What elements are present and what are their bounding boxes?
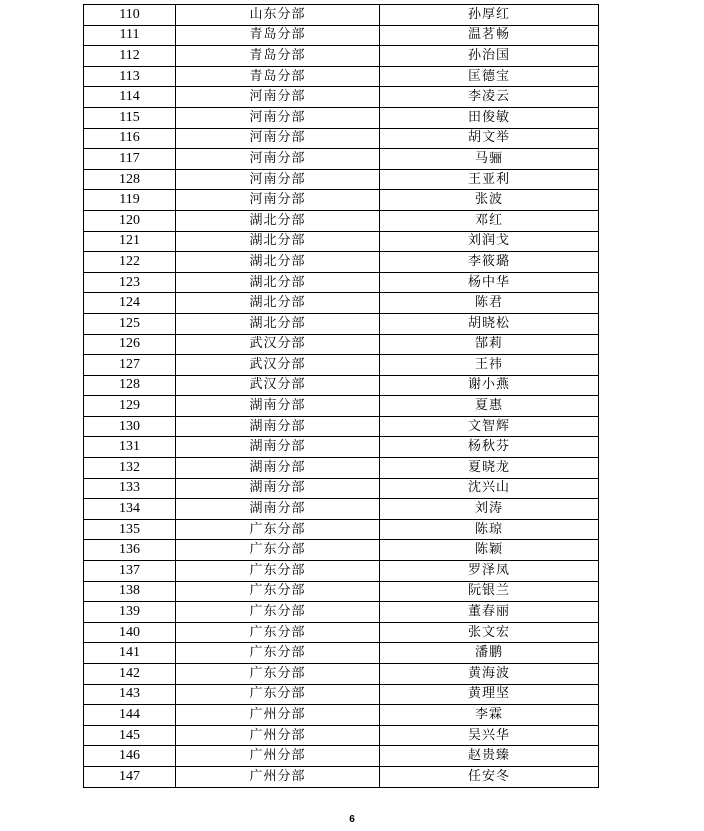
person-name-cell: 李霖	[380, 705, 599, 726]
row-number-cell: 131	[84, 437, 176, 458]
department-cell: 广东分部	[176, 540, 380, 561]
table-row	[84, 458, 599, 479]
table-row	[84, 622, 599, 643]
table-row	[84, 643, 599, 664]
name-list-table-container	[83, 4, 598, 788]
person-name-cell: 陈琼	[380, 519, 599, 540]
table-row	[84, 499, 599, 520]
person-name-cell: 黄海波	[380, 664, 599, 685]
person-name-cell: 罗泽凤	[380, 561, 599, 582]
row-number-cell: 111	[84, 25, 176, 46]
row-number-cell: 123	[84, 272, 176, 293]
person-name-cell: 孙厚红	[380, 5, 599, 26]
row-number-cell: 143	[84, 684, 176, 705]
table-row	[84, 540, 599, 561]
person-name-cell: 任安冬	[380, 766, 599, 787]
table-row	[84, 190, 599, 211]
row-number-cell: 135	[84, 519, 176, 540]
table-body	[84, 5, 599, 788]
table-row	[84, 561, 599, 582]
department-cell: 湖北分部	[176, 313, 380, 334]
person-name-cell: 阮银兰	[380, 581, 599, 602]
person-name-cell: 赵贵臻	[380, 746, 599, 767]
table-row	[84, 25, 599, 46]
person-name-cell: 温茗畅	[380, 25, 599, 46]
department-cell: 河南分部	[176, 87, 380, 108]
table-row	[84, 272, 599, 293]
table-row	[84, 46, 599, 67]
row-number-cell: 114	[84, 87, 176, 108]
table-row	[84, 252, 599, 273]
department-cell: 广州分部	[176, 766, 380, 787]
row-number-cell: 145	[84, 725, 176, 746]
row-number-cell: 128	[84, 169, 176, 190]
row-number-cell: 113	[84, 66, 176, 87]
department-cell: 湖北分部	[176, 231, 380, 252]
person-name-cell: 王祎	[380, 355, 599, 376]
department-cell: 青岛分部	[176, 25, 380, 46]
page-number: 6	[349, 814, 355, 825]
row-number-cell: 110	[84, 5, 176, 26]
table-row	[84, 705, 599, 726]
table-row	[84, 355, 599, 376]
row-number-cell: 125	[84, 313, 176, 334]
row-number-cell: 146	[84, 746, 176, 767]
table-row	[84, 5, 599, 26]
department-cell: 广东分部	[176, 519, 380, 540]
person-name-cell: 郜莉	[380, 334, 599, 355]
row-number-cell: 122	[84, 252, 176, 273]
department-cell: 青岛分部	[176, 66, 380, 87]
department-cell: 河南分部	[176, 169, 380, 190]
row-number-cell: 124	[84, 293, 176, 314]
row-number-cell: 142	[84, 664, 176, 685]
table-row	[84, 87, 599, 108]
department-cell: 武汉分部	[176, 334, 380, 355]
department-cell: 湖北分部	[176, 210, 380, 231]
person-name-cell: 匡德宝	[380, 66, 599, 87]
row-number-cell: 132	[84, 458, 176, 479]
row-number-cell: 116	[84, 128, 176, 149]
person-name-cell: 陈君	[380, 293, 599, 314]
person-name-cell: 邓红	[380, 210, 599, 231]
person-name-cell: 杨中华	[380, 272, 599, 293]
person-name-cell: 胡晓松	[380, 313, 599, 334]
table-row	[84, 66, 599, 87]
table-row	[84, 293, 599, 314]
row-number-cell: 133	[84, 478, 176, 499]
row-number-cell: 119	[84, 190, 176, 211]
department-cell: 广东分部	[176, 664, 380, 685]
row-number-cell: 120	[84, 210, 176, 231]
row-number-cell: 128	[84, 375, 176, 396]
table-row	[84, 107, 599, 128]
person-name-cell: 吴兴华	[380, 725, 599, 746]
department-cell: 河南分部	[176, 107, 380, 128]
department-cell: 山东分部	[176, 5, 380, 26]
table-row	[84, 169, 599, 190]
row-number-cell: 134	[84, 499, 176, 520]
row-number-cell: 137	[84, 561, 176, 582]
person-name-cell: 董春丽	[380, 602, 599, 623]
person-name-cell: 孙治国	[380, 46, 599, 67]
row-number-cell: 138	[84, 581, 176, 602]
table-row	[84, 581, 599, 602]
department-cell: 广东分部	[176, 561, 380, 582]
department-cell: 青岛分部	[176, 46, 380, 67]
department-cell: 河南分部	[176, 190, 380, 211]
person-name-cell: 张文宏	[380, 622, 599, 643]
department-cell: 武汉分部	[176, 355, 380, 376]
table-row	[84, 375, 599, 396]
department-cell: 湖北分部	[176, 272, 380, 293]
row-number-cell: 126	[84, 334, 176, 355]
department-cell: 广州分部	[176, 705, 380, 726]
row-number-cell: 136	[84, 540, 176, 561]
row-number-cell: 127	[84, 355, 176, 376]
person-name-cell: 黄理坚	[380, 684, 599, 705]
row-number-cell: 129	[84, 396, 176, 417]
department-cell: 湖南分部	[176, 396, 380, 417]
department-cell: 湖南分部	[176, 499, 380, 520]
department-cell: 广东分部	[176, 602, 380, 623]
row-number-cell: 130	[84, 416, 176, 437]
table-row	[84, 684, 599, 705]
row-number-cell: 117	[84, 149, 176, 170]
department-cell: 河南分部	[176, 128, 380, 149]
person-name-cell: 李筱璐	[380, 252, 599, 273]
table-row	[84, 231, 599, 252]
table-row	[84, 396, 599, 417]
table-row	[84, 149, 599, 170]
row-number-cell: 141	[84, 643, 176, 664]
table-row	[84, 416, 599, 437]
department-cell: 河南分部	[176, 149, 380, 170]
table-row	[84, 746, 599, 767]
department-cell: 广州分部	[176, 725, 380, 746]
table-row	[84, 437, 599, 458]
department-cell: 武汉分部	[176, 375, 380, 396]
row-number-cell: 115	[84, 107, 176, 128]
person-name-cell: 潘鹏	[380, 643, 599, 664]
person-name-cell: 刘涛	[380, 499, 599, 520]
person-name-cell: 田俊敏	[380, 107, 599, 128]
person-name-cell: 马骊	[380, 149, 599, 170]
person-name-cell: 张波	[380, 190, 599, 211]
person-name-cell: 夏晓龙	[380, 458, 599, 479]
department-cell: 广东分部	[176, 581, 380, 602]
person-name-cell: 李凌云	[380, 87, 599, 108]
table-row	[84, 478, 599, 499]
department-cell: 湖南分部	[176, 437, 380, 458]
person-name-cell: 夏惠	[380, 396, 599, 417]
person-name-cell: 沈兴山	[380, 478, 599, 499]
department-cell: 湖北分部	[176, 293, 380, 314]
row-number-cell: 140	[84, 622, 176, 643]
department-cell: 广州分部	[176, 746, 380, 767]
row-number-cell: 121	[84, 231, 176, 252]
person-name-cell: 胡文举	[380, 128, 599, 149]
department-cell: 湖南分部	[176, 458, 380, 479]
table-row	[84, 313, 599, 334]
person-name-cell: 杨秋芬	[380, 437, 599, 458]
table-row	[84, 210, 599, 231]
person-name-cell: 王亚利	[380, 169, 599, 190]
name-list-table	[83, 4, 599, 788]
department-cell: 广东分部	[176, 622, 380, 643]
department-cell: 湖北分部	[176, 252, 380, 273]
table-row	[84, 519, 599, 540]
row-number-cell: 139	[84, 602, 176, 623]
person-name-cell: 谢小燕	[380, 375, 599, 396]
table-row	[84, 766, 599, 787]
table-row	[84, 664, 599, 685]
table-row	[84, 334, 599, 355]
row-number-cell: 147	[84, 766, 176, 787]
table-row	[84, 602, 599, 623]
department-cell: 广东分部	[176, 684, 380, 705]
department-cell: 湖南分部	[176, 416, 380, 437]
person-name-cell: 文智辉	[380, 416, 599, 437]
department-cell: 湖南分部	[176, 478, 380, 499]
row-number-cell: 112	[84, 46, 176, 67]
department-cell: 广东分部	[176, 643, 380, 664]
person-name-cell: 陈颖	[380, 540, 599, 561]
person-name-cell: 刘润戈	[380, 231, 599, 252]
row-number-cell: 144	[84, 705, 176, 726]
table-row	[84, 725, 599, 746]
table-row	[84, 128, 599, 149]
